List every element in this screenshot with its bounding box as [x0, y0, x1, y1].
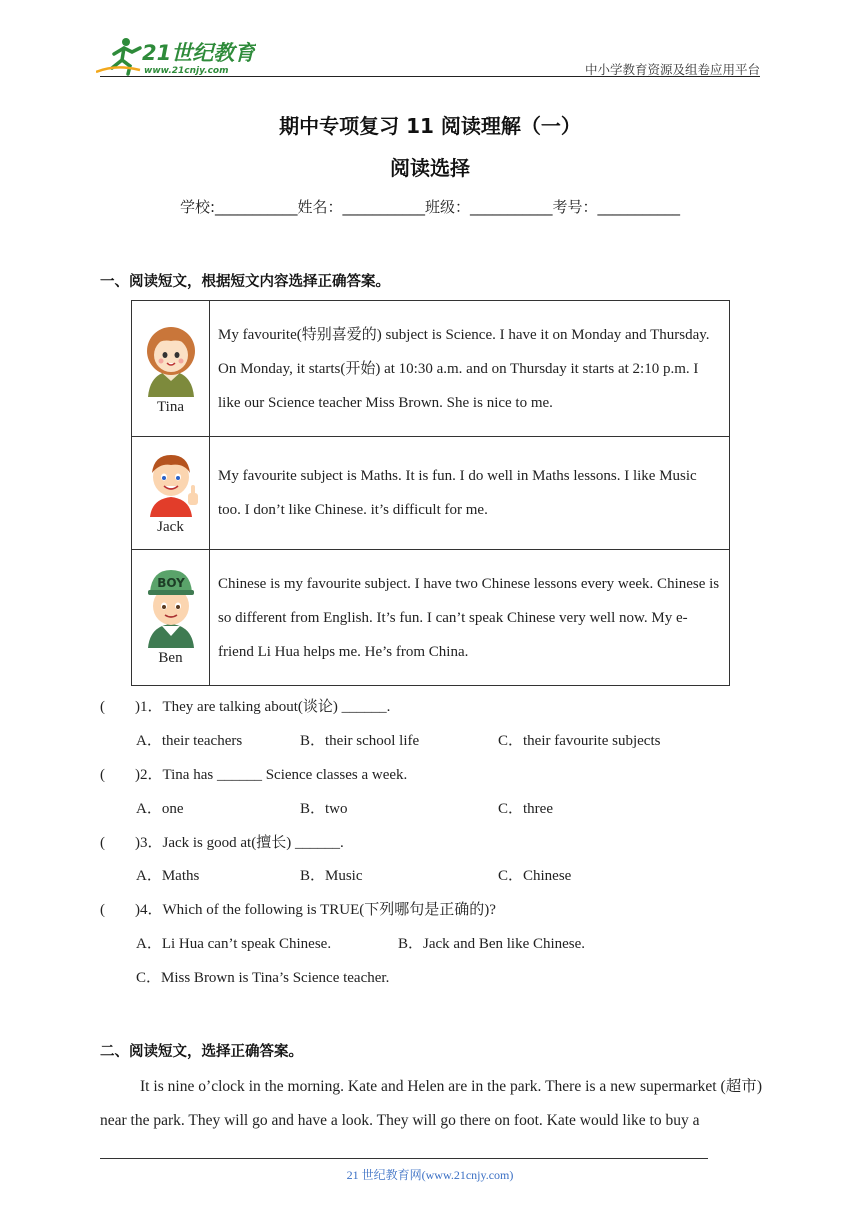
section2-passage: It is nine o’clock in the morning. Kate and Helen are in the park. There is a new supermarket (超市) near the park. They will go and have a look. They will go there on foot. Kate would like to buy a — [100, 1078, 762, 1129]
person-cell — [132, 550, 210, 686]
person-row-tina — [132, 301, 730, 437]
person-text-tina: My favourite(特别喜爱的) subject is Science. I have it on Monday and Thursday. On Monday, it starts(开始) at 10:30 a.m. and on Thursday it starts at 2:10 p.m. I like our Science teacher Miss Brown. She is nice to me. — [210, 301, 730, 437]
boy-cap-avatar-icon — [140, 568, 202, 648]
q3-option-b: B．Music — [300, 868, 363, 884]
section1-heading: 一、阅读短文，根据短文内容选择正确答案。 — [100, 274, 390, 290]
header-divider — [100, 76, 760, 77]
q2-option-c: C．three — [498, 801, 553, 817]
girl-avatar-icon — [140, 321, 202, 397]
person-cell — [132, 301, 210, 437]
question-3: ( )3．Jack is good at(擅长) ______. — [100, 835, 344, 851]
person-name-ben: Ben — [158, 650, 183, 666]
person-cell — [132, 437, 210, 550]
logo-url: www.21cnjy.com — [144, 66, 229, 76]
q1-option-a: A．their teachers — [136, 733, 243, 749]
q2-option-a: A．one — [136, 801, 184, 817]
person-name-jack: Jack — [157, 518, 184, 535]
person-name-tina: Tina — [157, 399, 184, 415]
q4-option-c: C．Miss Brown is Tina’s Science teacher. — [136, 970, 390, 986]
footer-divider — [100, 1158, 708, 1159]
q1-option-c: C．their favourite subjects — [498, 733, 661, 749]
student-info-line: 学校:___________姓名：___________班级：___________考号：___________ — [179, 198, 681, 216]
page-title: 期中专项复习 11 阅读理解（一） — [279, 114, 581, 138]
question-4: ( )4．Which of the following is TRUE(下列哪句是正确的)? — [100, 902, 496, 918]
platform-name: 中小学教育资源及组卷应用平台 — [584, 62, 760, 77]
person-text-jack: My favourite subject is Maths. It is fun. I do well in Maths lessons. I like Music too. I don’t like Chinese. it’s difficult for me. — [210, 437, 730, 550]
person-row-jack — [132, 437, 730, 550]
question-2: ( )2．Tina has ______ Science classes a week. — [100, 767, 408, 783]
q4-option-a: A．Li Hua can’t speak Chinese. — [136, 936, 332, 952]
footer-text: 21 世纪教育网(www.21cnjy.com) — [346, 1168, 514, 1182]
person-text-ben: Chinese is my favourite subject. I have two Chinese lessons every week. Chinese is so different from English. It’s fun. I can’t speak Chinese very well now. My e-friend Li Hua helps me. He’s from China. — [210, 550, 730, 686]
person-row-ben — [132, 550, 730, 686]
question-1: ( )1．They are talking about(谈论) ______. — [100, 699, 391, 715]
cap-text: BOY — [156, 576, 185, 590]
q3-option-c: C．Chinese — [498, 868, 572, 884]
page-subtitle: 阅读选择 — [390, 156, 470, 180]
q3-option-a: A．Maths — [136, 868, 200, 884]
q2-option-b: B．two — [300, 801, 348, 817]
logo-text: 21世纪教育 — [142, 41, 256, 65]
people-table — [131, 300, 730, 686]
section2-heading: 二、阅读短文，选择正确答案。 — [100, 1044, 303, 1060]
runner-icon — [96, 38, 140, 74]
boy-thumbs-up-icon — [140, 451, 202, 517]
q1-option-b: B．their school life — [300, 733, 420, 749]
site-logo — [96, 34, 256, 78]
q4-option-b: B．Jack and Ben like Chinese. — [398, 936, 586, 952]
